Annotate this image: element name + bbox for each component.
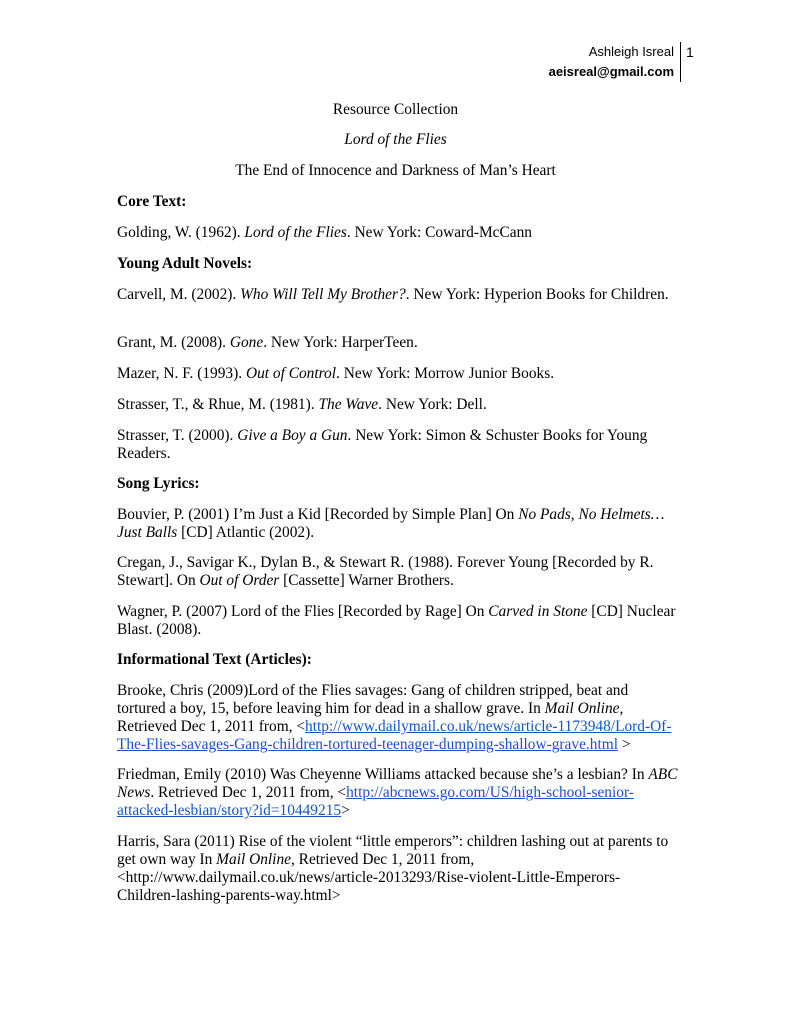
citation-text: . New York: Hyperion Books for Children. [405,286,669,303]
article-link[interactable]: http://www.dailymail.co.uk/news/article-1173948/Lord-Of-The-Flies-savages-Gang-children-tortured-teenager-dumping-shallow-grave.html [117,718,672,753]
citation-title: Mail Online [544,700,620,717]
citation-text: Golding, W. (1962). [117,224,245,241]
citation-text: Friedman, Emily (2010) Was Cheyenne Williams attacked because she’s a lesbian? In [117,766,649,783]
citation-text: Bouvier, P. (2001) I’m Just a Kid [Recorded by Simple Plan] On [117,506,519,523]
citation-young-adult [117,334,679,352]
citation-title: No Pads, No Helmets…Just Balls [117,506,665,541]
citation-text: Mazer, N. F. (1993). [117,365,246,382]
section-heading-informational-text: Informational Text (Articles): [117,651,312,668]
article-link[interactable]: http://abcnews.go.com/US/high-school-senior-attacked-lesbian/story?id=10449215 [117,784,634,819]
citation-title: Who Will Tell My Brother? [240,286,406,303]
citation-title: ABC News [117,766,678,801]
citation-text: [Cassette] Warner Brothers. [279,572,454,589]
citation-text: . Retrieved Dec 1, 2011 from, < [150,784,347,801]
citation-title: Gone [229,334,264,351]
citation-song [117,506,679,542]
citation-text: . New York: HarperTeen. [263,334,418,351]
citation-young-adult [117,286,679,304]
header-divider [680,42,681,82]
citation-text: Carvell, M. (2002). [117,286,241,303]
section-heading-young-adult-novels: Young Adult Novels: [117,255,253,272]
citation-core-text [117,224,679,242]
section-heading-song-lyrics: Song Lyrics: [117,475,200,492]
citation-text: [CD] Nuclear Blast. (2008). [117,603,676,638]
citation-text: . New York: Coward-McCann [346,224,532,241]
citation-title: Out of Order [199,572,280,589]
citation-text: . New York: Morrow Junior Books. [336,365,555,382]
citation-song [117,554,679,590]
citation-article [117,682,679,754]
citation-text: Brooke, Chris (2009)Lord of the Flies savages: Gang of children stripped, beat and tortured a boy, 15, before leaving him for dead in a shallow grave. In [117,682,629,717]
citation-text: Wagner, P. (2007) Lord of the Flies [Recorded by Rage] On [117,603,489,620]
citation-text: Strasser, T., & Rhue, M. (1981). [117,396,319,413]
citation-title: Lord of the Flies [244,224,347,241]
document-title: Resource Collection [332,101,459,118]
citation-title: Out of Control [245,365,337,382]
citation-text: Retrieved Dec 1, 2011 from, <http://www.dailymail.co.uk/news/article-2013293/Rise-violent-Little-Emperors-Children-lashing-parents-way.html> [117,851,621,904]
citation-title: The Wave [318,396,379,413]
citation-young-adult [117,365,679,383]
citation-text: Harris, Sara (2011) Rise of the violent “little emperors”: children lashing out at parents to get own way In [117,833,669,868]
author-email: aeisreal@gmail.com [548,64,674,79]
page-number: 1 [686,44,694,60]
document-theme: The End of Innocence and Darkness of Man’s Heart [235,162,556,179]
citation-song [117,603,679,639]
citation-title: Mail Online, [216,851,295,868]
document-subtitle: Lord of the Flies [344,131,447,148]
author-name: Ashleigh Isreal [588,44,674,59]
citation-young-adult [117,396,679,414]
citation-article [117,766,679,820]
citation-text: Strasser, T. (2000). [117,427,238,444]
citation-young-adult [117,427,679,463]
citation-title: Carved in Stone [488,603,588,620]
citation-text: . New York: Dell. [378,396,487,413]
citation-text: , Retrieved Dec 1, 2011 from, < [117,700,624,735]
citation-text: Grant, M. (2008). [117,334,230,351]
section-heading-core-text: Core Text: [117,193,187,210]
citation-text: [CD] Atlantic (2002). [177,524,315,541]
citation-article [117,833,679,905]
citation-text: > [341,802,350,819]
citation-title: Give a Boy a Gun [237,427,348,444]
citation-text: . New York: Simon & Schuster Books for Young Readers. [117,427,648,462]
citation-text: > [618,736,631,753]
citation-text: Cregan, J., Savigar K., Dylan B., & Stewart R. (1988). Forever Young [Recorded by R. Stewart]. On [117,554,654,589]
